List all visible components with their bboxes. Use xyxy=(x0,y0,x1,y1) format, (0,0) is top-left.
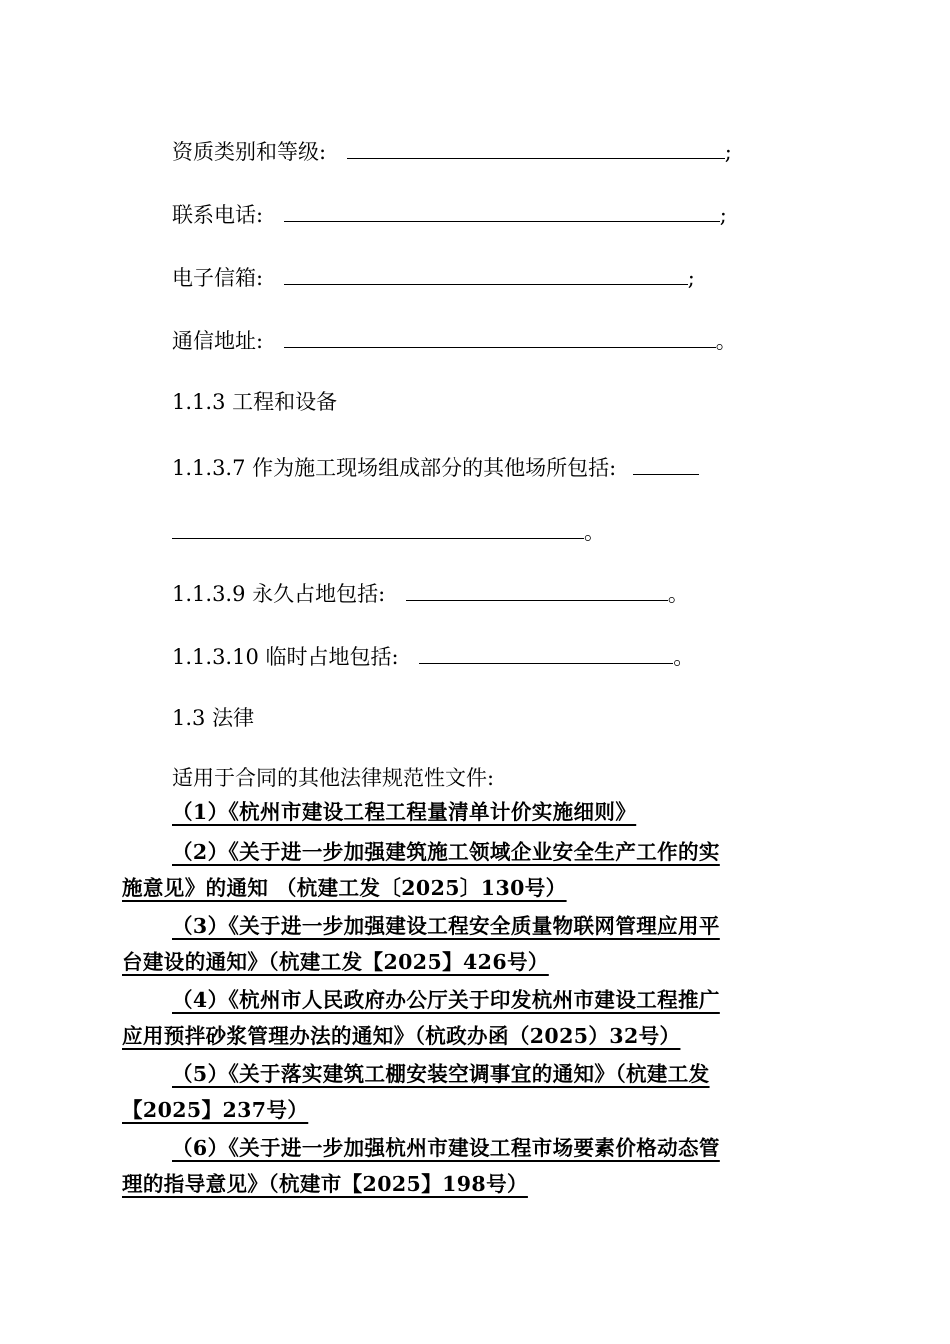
law-item-2-line-2: 施意见》的通知 （杭建工发〔2025〕130号） xyxy=(122,876,567,900)
address-label: 通信地址: xyxy=(172,329,264,353)
email-label: 电子信箱: xyxy=(172,266,264,290)
item-1137-blank-start[interactable] xyxy=(633,452,699,475)
qualification-blank[interactable] xyxy=(347,136,725,159)
qualification-label: 资质类别和等级: xyxy=(172,140,327,164)
item-11310 xyxy=(172,641,694,671)
item-1137-blank-end[interactable] xyxy=(172,516,584,539)
law-item-2-line-1: （2）《关于进一步加强建筑施工领域企业安全生产工作的实 xyxy=(172,840,720,864)
item-1139-blank[interactable] xyxy=(406,578,668,601)
item-1139-label: 1.1.3.9 永久占地包括: xyxy=(172,582,386,606)
phone-label: 联系电话: xyxy=(172,203,264,227)
phone-end: ; xyxy=(719,203,727,227)
section-113-heading: 1.1.3 工程和设备 xyxy=(172,390,338,414)
item-1137 xyxy=(172,452,699,482)
address-field xyxy=(172,325,737,355)
item-1137-end: 。 xyxy=(584,520,605,544)
email-blank[interactable] xyxy=(284,262,688,285)
item-1137-continued xyxy=(172,516,605,546)
address-blank[interactable] xyxy=(284,325,716,348)
item-11310-end: 。 xyxy=(673,645,695,669)
law-item-5-line-1: （5）《关于落实建筑工棚安装空调事宜的通知》（杭建工发 xyxy=(172,1062,710,1086)
law-item-1: （1）《杭州市建设工程工程量清单计价实施细则》 xyxy=(172,800,637,824)
email-field xyxy=(172,262,695,292)
law-item-5-line-2: 【2025】237号） xyxy=(122,1098,309,1122)
law-item-6-line-1: （6）《关于进一步加强杭州市建设工程市场要素价格动态管 xyxy=(172,1136,720,1160)
item-1139 xyxy=(172,578,689,608)
section-13-intro: 适用于合同的其他法律规范性文件: xyxy=(172,766,495,790)
law-item-3-line-1: （3）《关于进一步加强建设工程安全质量物联网管理应用平 xyxy=(172,914,720,938)
item-1139-end: 。 xyxy=(667,582,689,606)
section-13-heading: 1.3 法律 xyxy=(172,706,255,730)
law-item-3-line-2: 台建设的通知》（杭建工发【2025】426号） xyxy=(122,950,549,974)
qualification-end: ; xyxy=(724,140,732,164)
item-11310-label: 1.1.3.10 临时占地包括: xyxy=(172,645,399,669)
item-1137-label: 1.1.3.7 作为施工现场组成部分的其他场所包括: xyxy=(172,456,617,480)
email-end: ; xyxy=(687,266,695,290)
law-item-4-line-1: （4）《杭州市人民政府办公厅关于印发杭州市建设工程推广 xyxy=(172,988,720,1012)
law-item-4-line-2: 应用预拌砂浆管理办法的通知》（杭政办函（2025）32号） xyxy=(122,1024,681,1048)
address-end: 。 xyxy=(715,329,737,353)
phone-blank[interactable] xyxy=(284,199,720,222)
item-11310-blank[interactable] xyxy=(419,641,673,664)
qualification-field xyxy=(172,136,732,166)
phone-field xyxy=(172,199,727,229)
law-item-6-line-2: 理的指导意见》（杭建市【2025】198号） xyxy=(122,1172,528,1196)
